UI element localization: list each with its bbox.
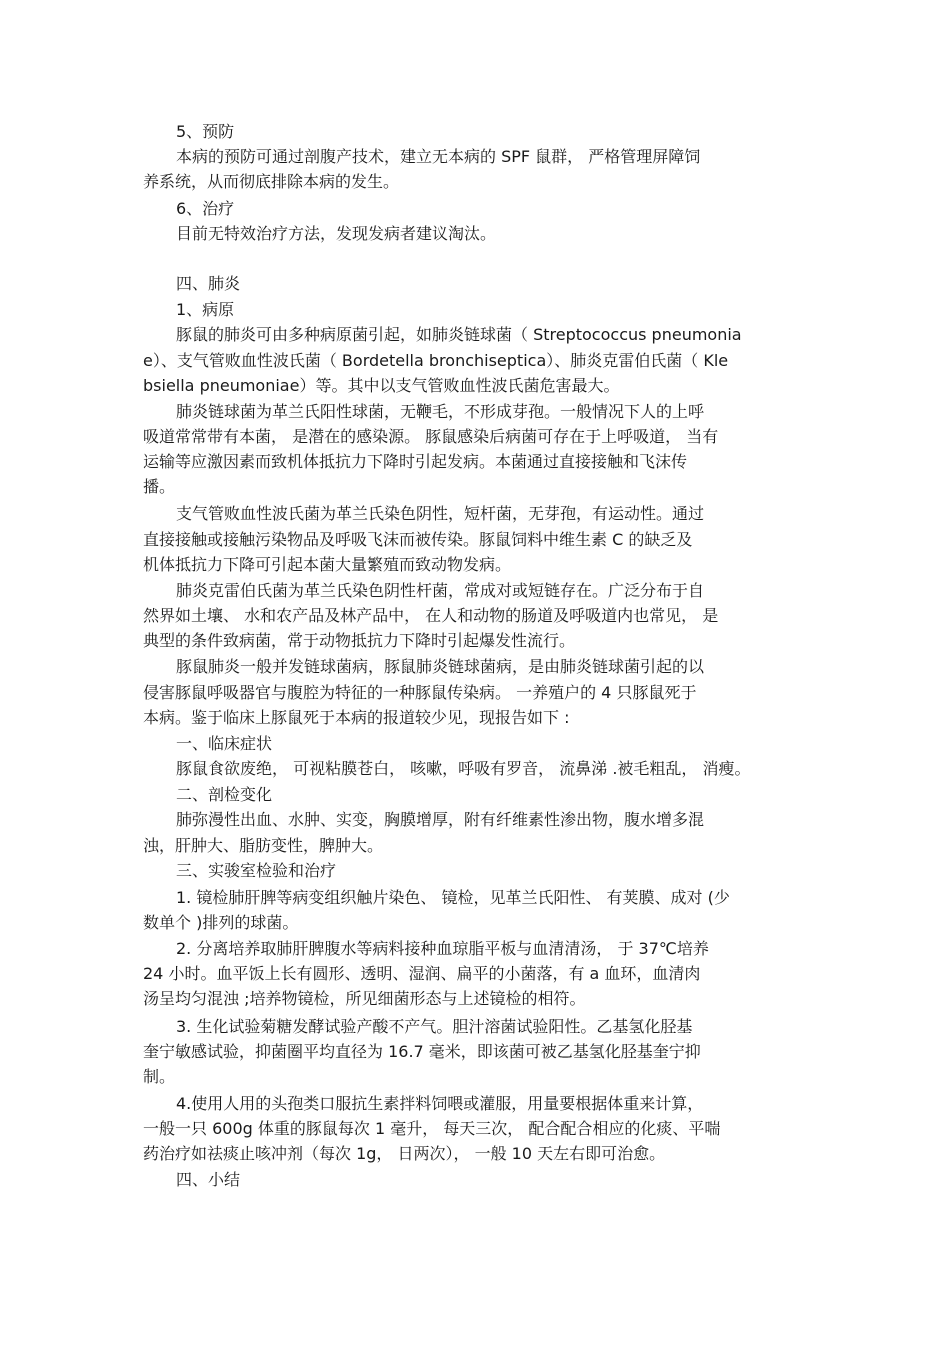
text-line-15: 支气管败血性波氏菌为革兰氏染色阴性，短杆菌，无芽孢，有运动性。通过 bbox=[176, 504, 705, 523]
text-line-18: 肺炎克雷伯氏菌为革兰氏染色阴性杆菌，常成对或短链存在。广泛分布于自 bbox=[176, 581, 705, 600]
text-line-21: 豚鼠肺炎一般并发链球菌病，豚鼠肺炎链球菌病，是由肺炎链球菌引起的以 bbox=[176, 657, 705, 676]
text-line-12: 吸道常常带有本菌， 是潜在的感染源。 豚鼠感染后病菌可存在于上呼吸道， 当有 bbox=[143, 427, 719, 446]
text-line-40: 药治疗如祛痰止咳冲剂（每次 1g， 日两次）， 一般 10 天左右即可治愈。 bbox=[143, 1144, 666, 1163]
text-line-27: 肺弥漫性出血、水肿、实变，胸膜增厚，附有纤维素性渗出物，腹水增多混 bbox=[176, 810, 705, 829]
text-line-4: 6、治疗 bbox=[176, 199, 235, 218]
text-line-32: 2. 分离培养取肺肝脾腹水等病料接种血琼脂平板与血清清汤， 于 37℃培养 bbox=[176, 939, 709, 958]
text-line-14: 播。 bbox=[143, 477, 176, 496]
text-line-19: 然界如土壤、 水和农产品及林产品中， 在人和动物的肠道及呼吸道内也常见， 是 bbox=[143, 606, 719, 625]
text-line-16: 直接接触或接触污染物品及呼吸飞沫而被传染。豚鼠饲料中维生素 C 的缺乏及 bbox=[143, 530, 693, 549]
text-line-25: 豚鼠食欲废绝， 可视粘膜苍白， 咳嗽，呼吸有罗音， 流鼻涕 .被毛粗乱， 消瘦。 bbox=[176, 759, 751, 778]
text-line-11: 肺炎链球菌为革兰氏阳性球菌，无鞭毛，不形成芽孢。一般情况下人的上呼 bbox=[176, 402, 705, 421]
text-line-38: 4.使用人用的头孢类口服抗生素拌料饲喂或灌服，用量要根据体重来计算， bbox=[176, 1094, 704, 1113]
text-line-17: 机体抵抗力下降可引起本菌大量繁殖而致动物发病。 bbox=[143, 555, 512, 574]
text-line-26: 二、剖检变化 bbox=[176, 785, 273, 804]
text-line-22: 侵害豚鼠呼吸器官与腹腔为特征的一种豚鼠传染病。 一养殖户的 4 只豚鼠死于 bbox=[143, 683, 697, 702]
text-line-2: 本病的预防可通过剖腹产技术，建立无本病的 SPF 鼠群， 严格管理屏障饲 bbox=[176, 147, 701, 166]
text-line-28: 浊，肝肿大、脂肪变性，脾肿大。 bbox=[143, 836, 384, 855]
text-line-31: 数单个 )排列的球菌。 bbox=[143, 913, 299, 932]
text-line-29: 三、实骏室检验和治疗 bbox=[176, 861, 337, 880]
text-line-36: 奎宁敏感试验，抑菌圈平均直径为 16.7 毫米，即该菌可被乙基氢化胫基奎宁抑 bbox=[143, 1042, 701, 1061]
text-line-9: e）、支气管败血性波氏菌（ Bordetella bronchiseptica）、肺炎克雷伯氏菌（ Kle bbox=[143, 351, 729, 370]
text-line-34: 汤呈均匀混浊 ;培养物镜检，所见细菌形态与上述镜检的相符。 bbox=[143, 989, 586, 1008]
text-line-10: bsiella pneumoniae）等。其中以支气管败血性波氏菌危害最大。 bbox=[143, 376, 620, 395]
text-line-5: 目前无特效治疗方法，发现发病者建议淘汰。 bbox=[176, 224, 497, 243]
text-line-41: 四、小结 bbox=[176, 1170, 241, 1189]
text-line-23: 本病。鉴于临床上豚鼠死于本病的报道较少见，现报告如下 : bbox=[143, 708, 570, 727]
text-line-8: 豚鼠的肺炎可由多种病原菌引起，如肺炎链球菌（ Streptococcus pneumonia bbox=[176, 325, 742, 344]
text-line-39: 一般一只 600g 体重的豚鼠每次 1 毫升， 每天三次， 配合配合相应的化痰、平喘 bbox=[143, 1119, 721, 1138]
text-line-1: 5、预防 bbox=[176, 122, 235, 141]
text-line-35: 3. 生化试验菊糖发酵试验产酸不产气。胆汁溶菌试验阳性。乙基氢化胫基 bbox=[176, 1017, 693, 1036]
text-line-37: 制。 bbox=[143, 1067, 176, 1086]
text-line-6: 四、肺炎 bbox=[176, 274, 241, 293]
text-line-20: 典型的条件致病菌，常于动物抵抗力下降时引起爆发性流行。 bbox=[143, 631, 576, 650]
text-line-30: 1. 镜检肺肝脾等病变组织触片染色、 镜检，见革兰氏阳性、 有荚膜、成对 (少 bbox=[176, 888, 730, 907]
text-line-7: 1、病原 bbox=[176, 300, 235, 319]
text-line-24: 一、临床症状 bbox=[176, 734, 273, 753]
text-line-3: 养系统，从而彻底排除本病的发生。 bbox=[143, 172, 400, 191]
text-line-13: 运输等应激因素而致机体抵抗力下降时引起发病。本菌通过直接接触和飞沫传 bbox=[143, 452, 688, 471]
text-line-33: 24 小时。血平饭上长有圆形、透明、湿润、扁平的小菌落，有 a 血环，血清肉 bbox=[143, 964, 701, 983]
